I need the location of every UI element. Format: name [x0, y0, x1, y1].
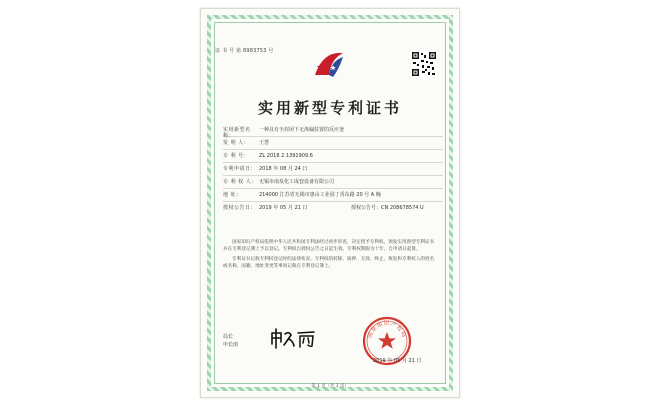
signature-area [223, 321, 443, 367]
cnipa-emblem-icon [309, 45, 349, 85]
chief-name: 申长雨 [223, 342, 239, 348]
signing-date: 2019 年 05 月 21 日 [373, 358, 422, 364]
certificate-title: 实用新型专利证书 [257, 99, 402, 117]
field-row [223, 136, 443, 149]
announcement-date: 2019 年 05 月 21 日 [259, 205, 308, 211]
field-label: 专 利 权 人： [223, 179, 257, 185]
field-value: 王慧 [259, 140, 270, 146]
certificate-fields [223, 127, 443, 214]
qr-code-icon [411, 51, 437, 77]
handwritten-signature [269, 327, 317, 349]
field-label: 授权公告日： [223, 205, 257, 211]
field-row [223, 149, 443, 162]
paragraph: 国家知识产权局依照中华人民共和国专利法经过初步审查，决定授予专利权，颁发实用新型专利证书并在专利登记簿上予以登记。专利权自授权公告之日起生效。专利权期限为十年，自申请日起算。 [223, 240, 435, 252]
field-value: 一种具有全封闭下无渗漏装置的反应釜 [259, 127, 345, 133]
chief-label [223, 333, 238, 349]
field-row [223, 188, 443, 201]
field-label: 专 利 号： [223, 153, 250, 159]
certificate-number: 证 书 号 第 8983753 号 [215, 48, 274, 54]
paragraph: 专利证书记载专利权登记时的法律状况。专利权的转移、质押、无效、终止、恢复和专利权人的姓名或名称、国籍、地址变更等事项记载在专利登记簿上。 [223, 257, 435, 269]
page-footer: 第 1 页（共 1 页） [311, 384, 349, 389]
certificate-body-text [223, 239, 437, 273]
field-value: 2018 年 08 月 24 日 [259, 166, 308, 172]
announcement-row [223, 201, 443, 214]
field-label: 地 址： [223, 192, 242, 198]
announcement-number: 授权公告号：CN 208678574 U [351, 205, 424, 211]
field-row [223, 162, 443, 175]
field-label: 实用新型名称： [223, 127, 251, 139]
field-label: 专利申请日： [223, 166, 257, 172]
field-value: 214000 江苏省无锡市惠山工业园丁香东路 20 号 A 幢 [259, 192, 381, 198]
field-value: 无锡市南泉化工成套设备有限公司 [259, 179, 335, 185]
field-row [223, 127, 443, 139]
field-value: ZL 2018 2 1391909.6 [259, 153, 313, 159]
field-label: 发 明 人： [223, 140, 250, 146]
svg-text:国家知识产权局: 国家知识产权局 [367, 321, 407, 340]
chief-title: 局长 [223, 334, 234, 340]
field-row [223, 175, 443, 188]
patent-certificate [200, 8, 460, 398]
